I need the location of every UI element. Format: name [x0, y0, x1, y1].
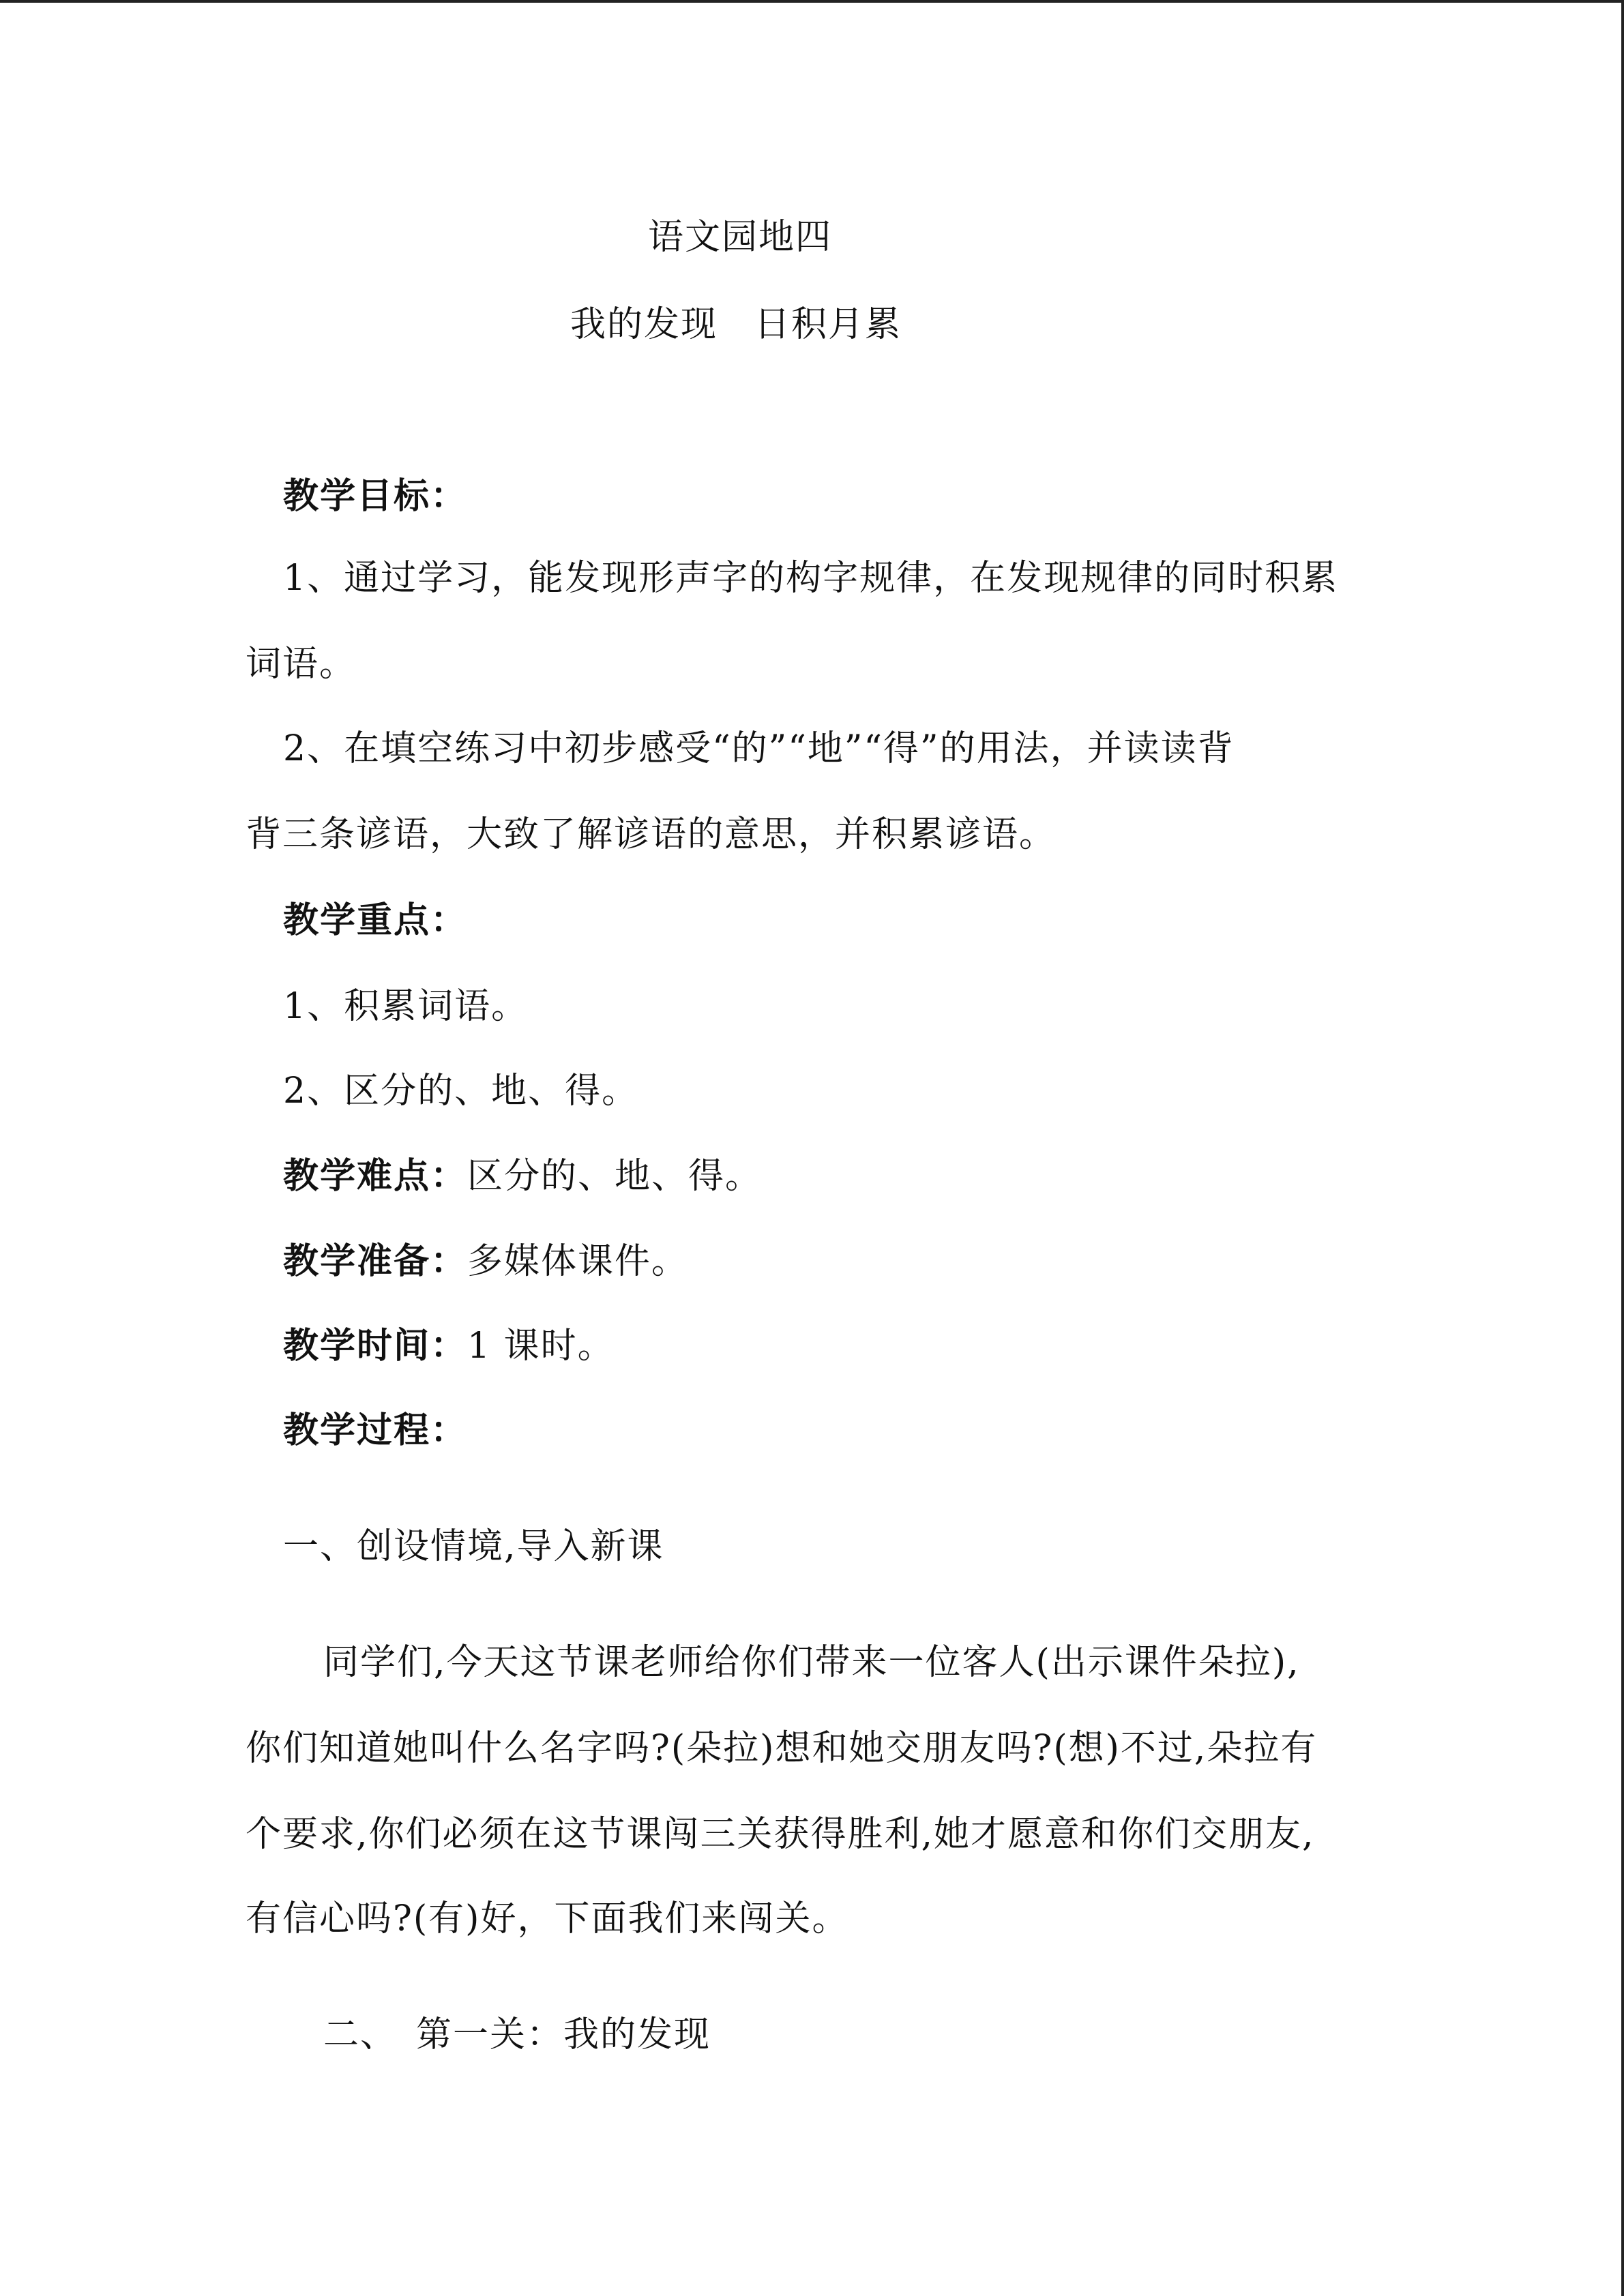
- preparation-text: 多媒体课件。: [467, 1241, 689, 1282]
- time-text: 1 课时。: [467, 1326, 615, 1367]
- difficulty-text: 区分的、地、得。: [467, 1156, 763, 1197]
- document-title: 语文园地四: [648, 217, 833, 258]
- section-1-paragraph-line-3: 个要求,你们必须在这节课闯三关获得胜利,她才愿意和你们交朋友,: [246, 1814, 1315, 1855]
- keypoint-1: 1、积累词语。: [283, 986, 529, 1027]
- keypoints-heading: 教学重点：: [283, 899, 468, 941]
- time-row: [283, 1326, 615, 1367]
- difficulty-row: [283, 1156, 762, 1197]
- section-1-paragraph-line-4: 有信心吗?(有)好，下面我们来闯关。: [246, 1898, 849, 1939]
- section-1-paragraph-line-1: 同学们,今天这节课老师给你们带来一位客人(出示课件朵拉),: [323, 1642, 1300, 1683]
- process-heading: 教学过程：: [283, 1410, 468, 1451]
- difficulty-label: 教学难点：: [283, 1155, 468, 1197]
- preparation-row: [283, 1241, 688, 1282]
- objective-1-line-2: 词语。: [246, 644, 357, 685]
- objective-2-line-2: 背三条谚语，大致了解谚语的意思，并积累谚语。: [246, 814, 1057, 855]
- keypoint-2: 2、区分的、地、得。: [283, 1071, 639, 1112]
- objective-2-line-1: 2、在填空练习中初步感受“的”“地”“得”的用法，并读读背: [283, 728, 1235, 769]
- objective-1-line-1: 1、通过学习，能发现形声字的构字规律，在发现规律的同时积累: [283, 558, 1339, 599]
- section-1-heading: 一、创设情境,导入新课: [283, 1526, 664, 1567]
- section-2-heading: 二、 第一关：我的发现: [323, 2014, 711, 2055]
- section-1-paragraph-line-2: 你们知道她叫什么名字吗?(朵拉)想和她交朋友吗?(想)不过,朵拉有: [246, 1728, 1318, 1769]
- document-subtitle: 我的发现 日积月累: [570, 304, 902, 345]
- preparation-label: 教学准备：: [283, 1240, 468, 1282]
- objectives-heading: 教学目标：: [283, 475, 468, 517]
- time-label: 教学时间：: [283, 1325, 468, 1367]
